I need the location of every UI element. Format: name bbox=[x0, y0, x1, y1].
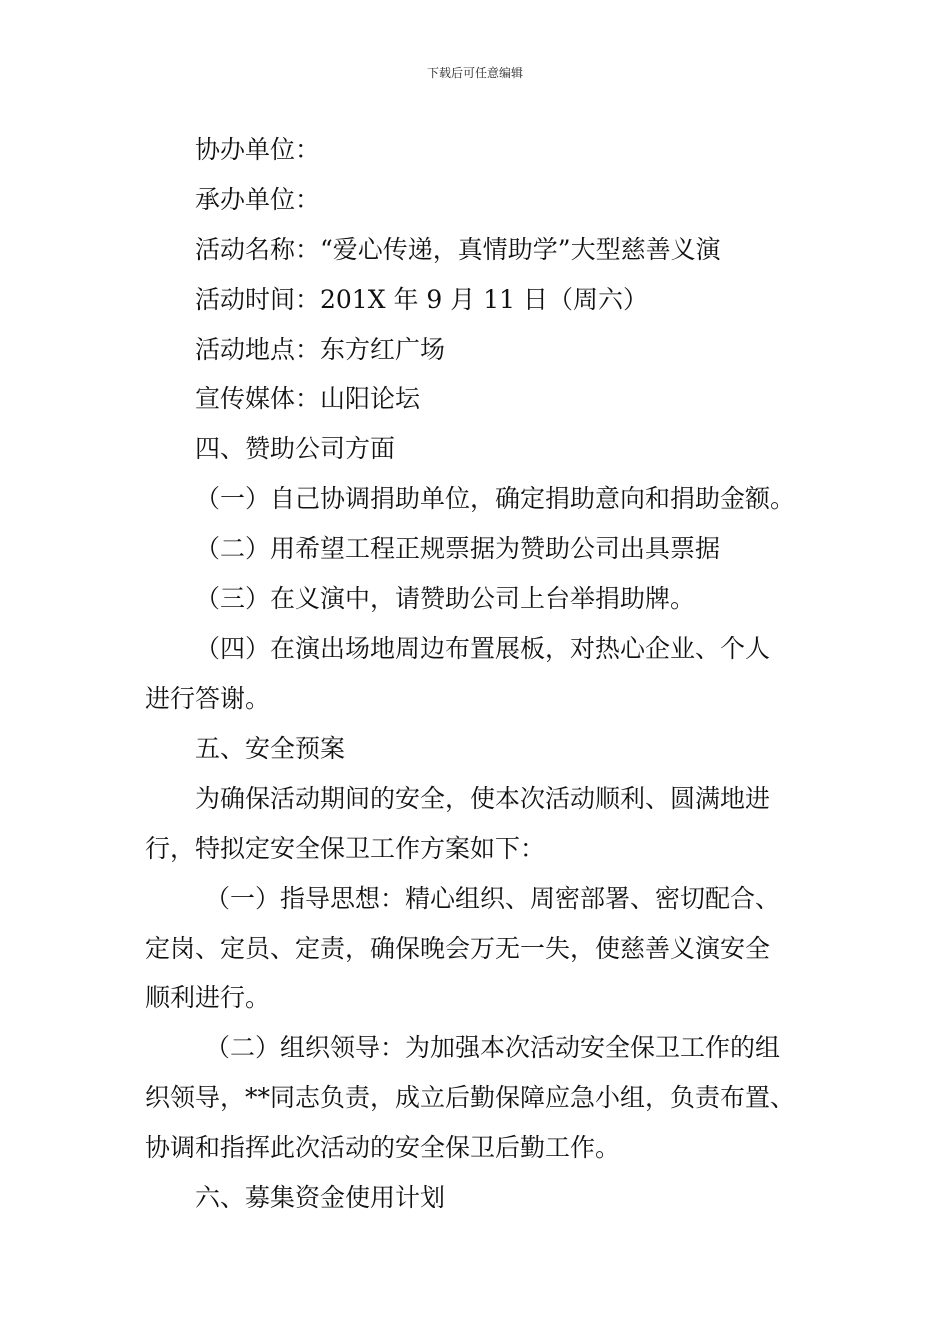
section-four-heading: 四、赞助公司方面 bbox=[195, 434, 396, 463]
event-time-line: 活动时间：201X 年 9 月 11 日（周六） bbox=[195, 285, 648, 314]
leadership-line-3: 协调和指挥此次活动的安全保卫后勤工作。 bbox=[145, 1133, 621, 1162]
safety-intro-line-1: 为确保活动期间的安全，使本次活动顺利、圆满地进 bbox=[195, 784, 771, 813]
page-header: 下载后可任意编辑 bbox=[426, 66, 523, 80]
sponsor-item-3: （三）在义演中，请赞助公司上台举捐助牌。 bbox=[195, 584, 696, 613]
sponsor-item-4: （四）在演出场地周边布置展板，对热心企业、个人 bbox=[195, 634, 771, 663]
sponsor-item-2: （二）用希望工程正规票据为赞助公司出具票据 bbox=[195, 534, 721, 563]
media-line: 宣传媒体：山阳论坛 bbox=[195, 384, 421, 413]
sponsor-item-4-cont: 进行答谢。 bbox=[145, 684, 271, 713]
guiding-principle-line-3: 顺利进行。 bbox=[145, 983, 271, 1012]
event-location-line: 活动地点：东方红广场 bbox=[195, 335, 446, 364]
leadership-line-2: 织领导，**同志负责，成立后勤保障应急小组，负责布置、 bbox=[145, 1083, 796, 1112]
safety-intro-line-2: 行，特拟定安全保卫工作方案如下： bbox=[145, 834, 546, 863]
sponsor-item-1: （一）自己协调捐助单位，确定捐助意向和捐助金额。 bbox=[195, 484, 796, 513]
section-six-heading: 六、募集资金使用计划 bbox=[195, 1183, 446, 1212]
co-organizer-line: 协办单位： bbox=[195, 135, 321, 164]
guiding-principle-line-1: （一）指导思想：精心组织、周密部署、密切配合、 bbox=[205, 884, 781, 913]
event-name-line: 活动名称：“爱心传递，真情助学”大型慈善义演 bbox=[195, 235, 721, 264]
section-five-heading: 五、安全预案 bbox=[195, 734, 346, 763]
guiding-principle-line-2: 定岗、定员、定责，确保晚会万无一失，使慈善义演安全 bbox=[145, 934, 771, 963]
leadership-line-1: （二）组织领导：为加强本次活动安全保卫工作的组 bbox=[205, 1033, 781, 1062]
organizer-line: 承办单位： bbox=[195, 185, 321, 214]
